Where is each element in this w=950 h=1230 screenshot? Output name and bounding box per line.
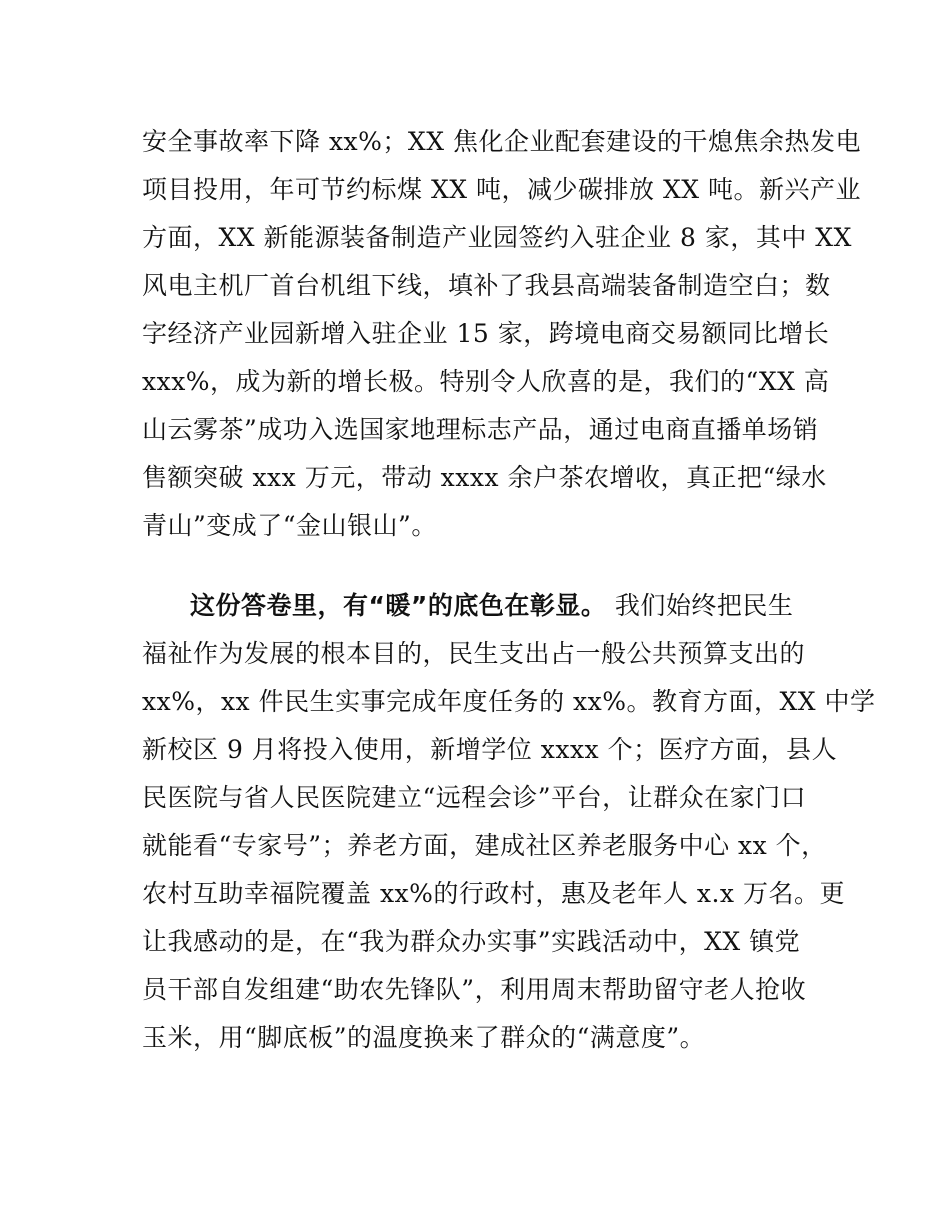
paragraph-1-line-4: 风电主机厂首台机组下线，填补了我县高端装备制造空白；数 — [142, 271, 831, 300]
paragraph-2-line-4: 新校区 9 月将投入使用，新增学位 xxxx 个；医疗方面，县人 — [142, 735, 838, 764]
paragraph-2-line-10: 玉米，用“脚底板”的温度换来了群众的“满意度”。 — [142, 1023, 706, 1052]
paragraph-1-line-5: 字经济产业园新增入驻企业 15 家，跨境电商交易额同比增长 — [142, 319, 830, 348]
paragraph-2-heading: 这份答卷里，有“暖”的底色在彰显。 — [190, 591, 607, 620]
paragraph-2-line-7: 农村互助幸福院覆盖 xx%的行政村，惠及老年人 x.x 万名。更 — [142, 879, 845, 908]
paragraph-2-line-9: 员干部自发组建“助农先锋队”，利用周末帮助留守老人抢收 — [142, 975, 807, 1004]
paragraph-2-line-1 — [190, 582, 812, 630]
paragraph-1-line-9: 青山”变成了“金山银山”。 — [142, 511, 437, 540]
paragraph-1-line-2: 项目投用，年可节约标煤 XX 吨，减少碳排放 XX 吨。新兴产业 — [142, 175, 861, 204]
paragraph-2-line-6: 就能看“专家号”；养老方面，建成社区养老服务中心 xx 个， — [142, 831, 827, 860]
paragraph-2-line-2: 福祉作为发展的根本目的，民生支出占一般公共预算支出的 — [142, 639, 806, 668]
paragraph-2-first-line-rest: 我们始终把民生 — [614, 591, 794, 620]
paragraph-1-line-3: 方面，XX 新能源装备制造产业园签约入驻企业 8 家，其中 XX — [142, 223, 852, 252]
paragraph-1-line-8: 售额突破 xxx 万元，带动 xxxx 余户茶农增收，真正把“绿水 — [142, 463, 827, 492]
paragraph-2-line-8: 让我感动的是，在“我为群众办实事”实践活动中，XX 镇党 — [142, 927, 801, 956]
paragraph-1-line-6: xxx%，成为新的增长极。特别令人欣喜的是，我们的“XX 高 — [142, 367, 830, 396]
paragraph-2-line-3: xx%，xx 件民生实事完成年度任务的 xx%。教育方面，XX 中学 — [142, 687, 876, 716]
paragraph-1-line-7: 山云雾茶”成功入选国家地理标志产品，通过电商直播单场销 — [142, 415, 819, 444]
paragraph-1-line-1: 安全事故率下降 xx%；XX 焦化企业配套建设的干熄焦余热发电 — [142, 127, 861, 156]
paragraph-2-line-5: 民医院与省人民医院建立“远程会诊”平台，让群众在家门口 — [142, 783, 807, 812]
